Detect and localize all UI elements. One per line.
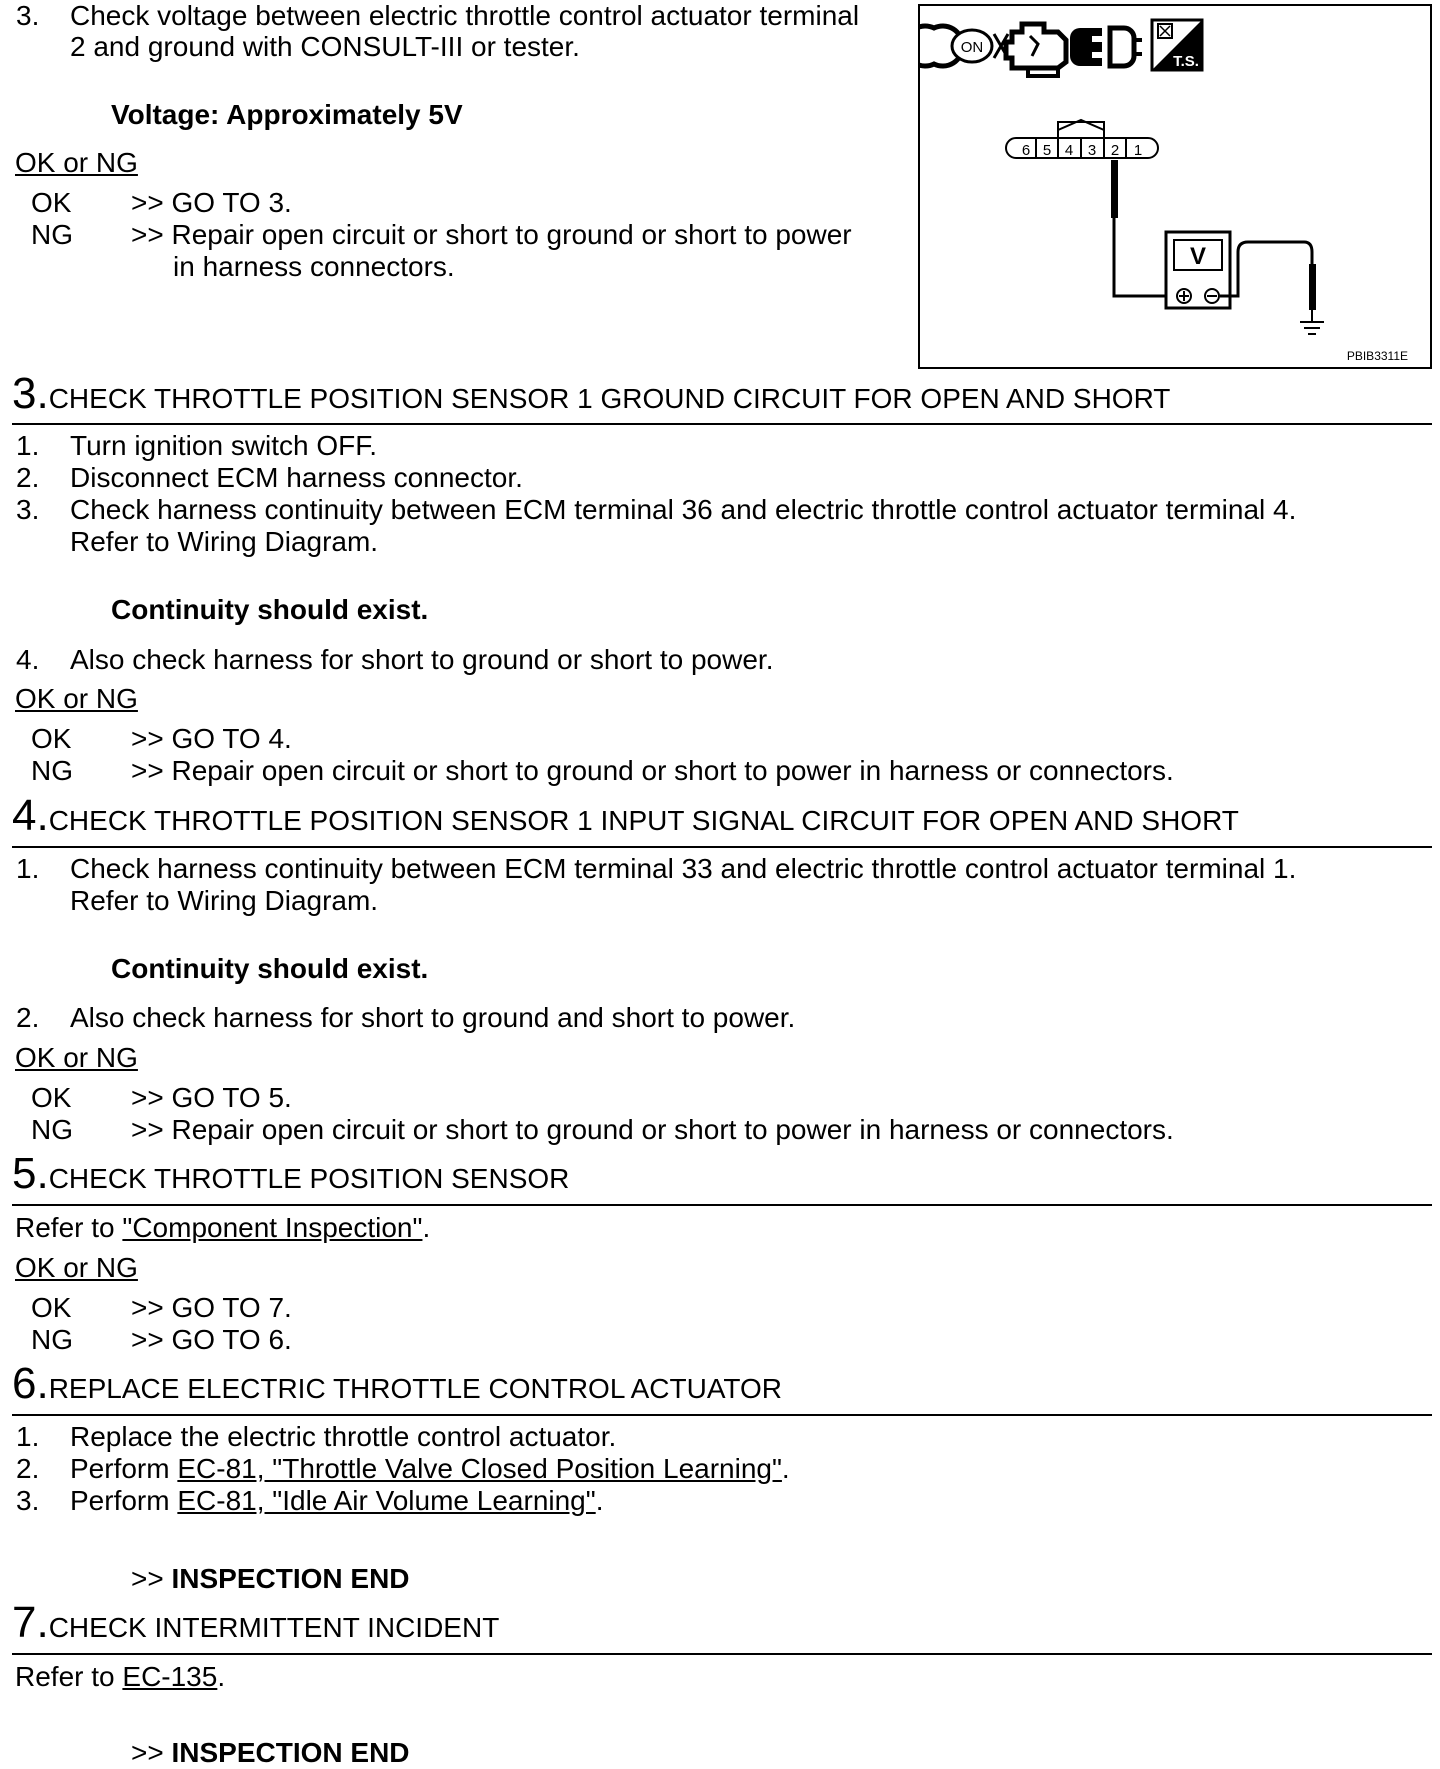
step-4-item-1-text-line2: Refer to Wiring Diagram. xyxy=(70,885,379,916)
ignition-key-icon xyxy=(920,26,1008,66)
step-5-ok-code: OK xyxy=(31,1292,72,1323)
step-4-title: CHECK THROTTLE POSITION SENSOR 1 INPUT SIGNAL CIRCUIT FOR OPEN AND SHORT xyxy=(48,805,1239,836)
step-3-item-1-text: Turn ignition switch OFF. xyxy=(70,430,378,461)
intro-spec: Voltage: Approximately 5V xyxy=(111,99,463,130)
step-5-heading xyxy=(12,1149,570,1201)
pin-2: 2 xyxy=(1110,142,1120,159)
pin-1: 1 xyxy=(1133,142,1143,159)
step-3-item-3-text: Check harness continuity between ECM terminal 36 and electric throttle control actuator terminal 4. xyxy=(70,494,1297,525)
step-3-item-2-text: Disconnect ECM harness connector. xyxy=(70,462,523,493)
step-5-ng-result: >> GO TO 6. xyxy=(131,1324,292,1355)
step-3-heading xyxy=(12,369,1171,421)
step-7-heading xyxy=(12,1598,500,1650)
step-3-ng-code: NG xyxy=(31,755,73,786)
step-4-ok-result: >> GO TO 5. xyxy=(131,1082,292,1113)
connector-icon xyxy=(1070,28,1142,66)
step-3-ng-result: >> Repair open circuit or short to ground or short to power in harness or connectors. xyxy=(131,755,1174,786)
step-7-refer-suffix: . xyxy=(217,1661,226,1692)
step-5-ok-ng-label: OK or NG xyxy=(15,1252,138,1283)
step-7-divider xyxy=(12,1653,1432,1655)
step-6-item-3-prefix: Perform xyxy=(70,1485,178,1516)
step-3-title: CHECK THROTTLE POSITION SENSOR 1 GROUND CIRCUIT FOR OPEN AND SHORT xyxy=(48,383,1171,414)
step-6-end-text: INSPECTION END xyxy=(171,1563,410,1594)
intro-ok-result: >> GO TO 3. xyxy=(131,187,292,218)
voltmeter-label: V xyxy=(1189,243,1207,270)
step-4-item-2-number: 2. xyxy=(16,1002,40,1033)
step-6-number: 6. xyxy=(12,1359,49,1408)
ignition-on-label: ON xyxy=(960,39,984,56)
intro-step-text-line1: Check voltage between electric throttle control actuator terminal xyxy=(70,0,860,31)
step-4-item-1-number: 1. xyxy=(16,853,40,884)
ground-symbol-icon xyxy=(1300,322,1324,334)
test-probe-wire xyxy=(1111,160,1170,296)
step-5-title: CHECK THROTTLE POSITION SENSOR xyxy=(48,1163,570,1194)
pin-3: 3 xyxy=(1087,142,1097,159)
troubleshooting-icon xyxy=(1152,20,1202,70)
step-3-item-2-number: 2. xyxy=(16,462,40,493)
engine-icon xyxy=(1006,24,1066,76)
harness-connector xyxy=(1006,120,1158,159)
step-6-end xyxy=(131,1563,410,1595)
step-5-ok-result: >> GO TO 7. xyxy=(131,1292,292,1323)
step-5-refer-suffix: . xyxy=(422,1212,431,1243)
step-4-ok-ng-label: OK or NG xyxy=(15,1042,138,1073)
step-6-item-3-number: 3. xyxy=(16,1485,40,1516)
step-3-item-4-number: 4. xyxy=(16,644,40,675)
step-6-end-prefix: >> xyxy=(131,1563,172,1594)
intro-ng-code: NG xyxy=(31,219,73,250)
figure-code: PBIB3311E xyxy=(1346,349,1408,363)
step-5-divider xyxy=(12,1204,1432,1206)
step-7-end-text: INSPECTION END xyxy=(171,1737,410,1768)
ec-135-link[interactable]: EC-135 xyxy=(122,1661,218,1692)
step-4-item-2-text: Also check harness for short to ground and short to power. xyxy=(70,1002,796,1033)
step-4-heading xyxy=(12,791,1239,843)
step-7-number: 7. xyxy=(12,1598,49,1647)
step-5-refer-prefix: Refer to xyxy=(15,1212,123,1243)
step-7-end-prefix: >> xyxy=(131,1737,172,1768)
intro-step-number: 3. xyxy=(16,0,40,31)
step-4-ng-result: >> Repair open circuit or short to ground or short to power in harness or connectors. xyxy=(131,1114,1174,1145)
step-4-divider xyxy=(12,846,1432,848)
step-6-item-2-suffix: . xyxy=(781,1453,790,1484)
intro-ok-code: OK xyxy=(31,187,72,218)
step-6-item-1-text: Replace the electric throttle control actuator. xyxy=(70,1421,617,1452)
step-6-item-2-text xyxy=(70,1453,790,1485)
step-6-divider xyxy=(12,1414,1432,1416)
step-5-ng-code: NG xyxy=(31,1324,73,1355)
pin-4: 4 xyxy=(1064,142,1074,159)
step-4-spec: Continuity should exist. xyxy=(111,953,429,984)
step-6-heading xyxy=(12,1359,783,1411)
step-6-item-2-number: 2. xyxy=(16,1453,40,1484)
step-6-item-3-suffix: . xyxy=(595,1485,604,1516)
step-7-refer-prefix: Refer to xyxy=(15,1661,123,1692)
step-5-refer xyxy=(15,1212,430,1244)
intro-ok-ng-label: OK or NG xyxy=(15,147,138,178)
step-7-title: CHECK INTERMITTENT INCIDENT xyxy=(48,1612,500,1643)
step-6-item-2-prefix: Perform xyxy=(70,1453,178,1484)
step-3-item-3-text-line2: Refer to Wiring Diagram. xyxy=(70,526,379,557)
step-5-number: 5. xyxy=(12,1149,49,1198)
component-inspection-link[interactable]: "Component Inspection" xyxy=(122,1212,423,1243)
step-3-ok-result: >> GO TO 4. xyxy=(131,723,292,754)
ground-wire xyxy=(1220,242,1316,322)
troubleshooting-label: T.S. xyxy=(1173,53,1199,70)
pin-5: 5 xyxy=(1042,142,1052,159)
intro-step-text-line2: 2 and ground with CONSULT-III or tester. xyxy=(70,31,580,62)
voltage-check-diagram xyxy=(920,6,1430,367)
step-4-ok-code: OK xyxy=(31,1082,72,1113)
step-3-ok-code: OK xyxy=(31,723,72,754)
pin-6: 6 xyxy=(1021,142,1031,159)
step-7-end xyxy=(131,1737,410,1769)
step-3-ok-ng-label: OK or NG xyxy=(15,683,138,714)
step-3-spec: Continuity should exist. xyxy=(111,594,429,625)
step-4-item-1-text: Check harness continuity between ECM terminal 33 and electric throttle control actuator terminal 1. xyxy=(70,853,1297,884)
step-6-item-3-text xyxy=(70,1485,603,1517)
step-3-number: 3. xyxy=(12,369,49,418)
step-4-ng-code: NG xyxy=(31,1114,73,1145)
voltage-check-figure xyxy=(918,4,1432,369)
step-3-item-4-text: Also check harness for short to ground or short to power. xyxy=(70,644,774,675)
idle-air-volume-learning-link[interactable]: EC-81, "Idle Air Volume Learning" xyxy=(177,1485,596,1516)
intro-ng-result-line1: >> Repair open circuit or short to ground or short to power xyxy=(131,219,852,250)
throttle-valve-learning-link[interactable]: EC-81, "Throttle Valve Closed Position Learning" xyxy=(177,1453,782,1484)
intro-ng-result-line2: in harness connectors. xyxy=(173,251,455,282)
step-6-title: REPLACE ELECTRIC THROTTLE CONTROL ACTUATOR xyxy=(48,1373,783,1404)
step-6-item-1-number: 1. xyxy=(16,1421,40,1452)
step-4-number: 4. xyxy=(12,791,49,840)
step-3-divider xyxy=(12,423,1432,425)
step-3-item-1-number: 1. xyxy=(16,430,40,461)
step-7-refer xyxy=(15,1661,225,1693)
step-3-item-3-number: 3. xyxy=(16,494,40,525)
